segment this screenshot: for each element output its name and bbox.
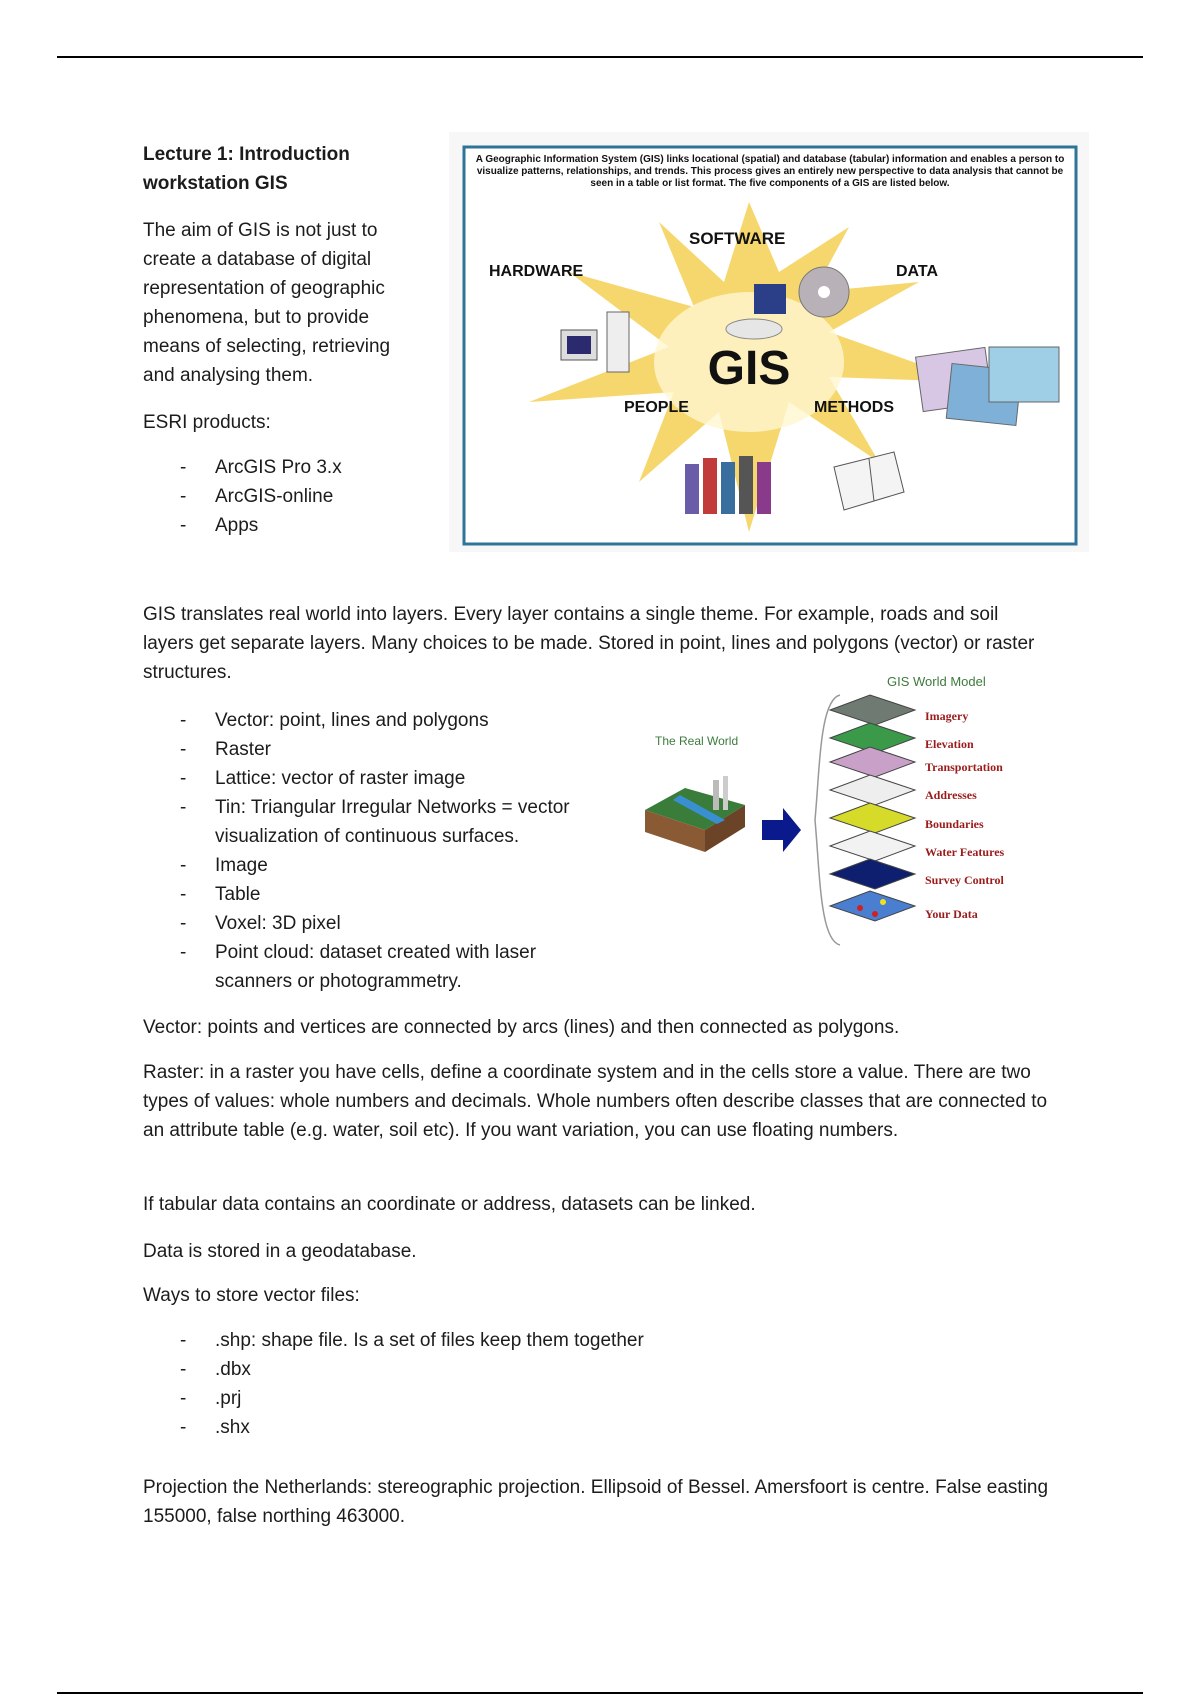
layer-water-features	[830, 831, 915, 861]
layer-label-survey-control: Survey Control	[925, 873, 1004, 887]
list-item: - .shp: shape file. Is a set of files keep them together	[143, 1326, 644, 1355]
people-label: PEOPLE	[624, 399, 689, 416]
list-item: - Voxel: 3D pixel	[143, 909, 583, 938]
layer-label-addresses: Addresses	[925, 788, 977, 802]
list-item: - .dbx	[143, 1355, 644, 1384]
world-model-title: GIS World Model	[887, 674, 986, 689]
software-label: SOFTWARE	[689, 229, 786, 248]
list-item: - Table	[143, 880, 583, 909]
arrow-right-icon	[762, 808, 801, 852]
lecture-title: Lecture 1: Introduction workstation GIS	[143, 144, 350, 194]
people-illustration	[685, 456, 771, 514]
layer-imagery	[830, 695, 915, 725]
list-item: - Point cloud: dataset created with laser scanners or photogrammetry.	[143, 938, 583, 996]
gis-world-model-figure	[625, 670, 1065, 970]
store-formats-list	[143, 1326, 644, 1442]
gis-center-label: GIS	[707, 342, 791, 395]
vector-paragraph: Vector: points and vertices are connected by arcs (lines) and then connected as polygons.	[143, 1017, 900, 1038]
esri-label: ESRI products:	[143, 412, 271, 433]
tabular-paragraph: If tabular data contains an coordinate or address, datasets can be linked.	[143, 1194, 756, 1215]
methods-label: METHODS	[814, 399, 894, 416]
layer-label-your-data: Your Data	[925, 907, 978, 921]
raster-paragraph: Raster: in a raster you have cells, define a coordinate system and in the cells store a value. There are two types of values: whole numbers and decimals. Whole numbers often describe classes that are connected to an attribute table (e.g. water, soil etc). If you want variation, you can use floating numbers.	[143, 1062, 1048, 1141]
layer-boundaries	[830, 803, 915, 833]
data-label: DATA	[896, 263, 939, 280]
projection-paragraph: Projection the Netherlands: stereographic projection. Ellipsoid of Bessel. Amersfoort is centre. False easting 155000, false northing 463000.	[143, 1477, 1049, 1527]
intro-paragraph: The aim of GIS is not just to create a database of digital representation of geographic phenomena, but to provide means of selecting, retrieving and analysing them.	[143, 220, 391, 386]
list-item: - .shx	[143, 1413, 644, 1442]
store-label: Ways to store vector files:	[143, 1285, 360, 1306]
list-item: - Vector: point, lines and polygons	[143, 706, 583, 735]
list-item: - Tin: Triangular Irregular Networks = vector visualization of continuous surfaces.	[143, 793, 583, 851]
layer-label-boundaries: Boundaries	[925, 817, 984, 831]
list-item: - .prj	[143, 1384, 644, 1413]
layer-labels	[925, 709, 1005, 921]
figure-caption: A Geographic Information System (GIS) links locational (spatial) and database (tabular) information and enables a person to visualize patterns, relationships, and trends. This process gives an entirely new perspective to data analysis that cannot be seen in a table or list format. The five components of a GIS are listed below.	[475, 154, 1065, 189]
gis-components-figure	[449, 132, 1089, 552]
bottom-rule	[57, 1692, 1143, 1694]
real-world-label: The Real World	[655, 734, 739, 748]
layer-your-data	[830, 891, 915, 921]
list-item: - Raster	[143, 735, 583, 764]
list-item: - ArcGIS Pro 3.x	[143, 453, 342, 482]
list-item: - ArcGIS-online	[143, 482, 342, 511]
layer-label-imagery: Imagery	[925, 709, 969, 723]
layer-addresses	[830, 775, 915, 805]
hardware-label: HARDWARE	[489, 263, 584, 280]
layer-stack	[830, 695, 915, 921]
list-item: - Image	[143, 851, 583, 880]
top-rule	[57, 56, 1143, 58]
layers-paragraph: GIS translates real world into layers. Every layer contains a single theme. For example, roads and soil layers get separate layers. Many choices to be made. Stored in point, lines and polygons (vector) or raster structures.	[143, 604, 1035, 683]
real-world-block	[645, 776, 745, 852]
layer-label-water-features: Water Features	[925, 845, 1005, 859]
layer-transportation	[830, 747, 915, 777]
layer-survey-control	[830, 859, 915, 889]
esri-products-list	[143, 453, 342, 540]
layer-types-list	[143, 706, 583, 996]
layer-label-elevation: Elevation	[925, 737, 974, 751]
geodatabase-paragraph: Data is stored in a geodatabase.	[143, 1241, 417, 1262]
layer-label-transportation: Transportation	[925, 760, 1003, 774]
list-item: - Apps	[143, 511, 342, 540]
list-item: - Lattice: vector of raster image	[143, 764, 583, 793]
